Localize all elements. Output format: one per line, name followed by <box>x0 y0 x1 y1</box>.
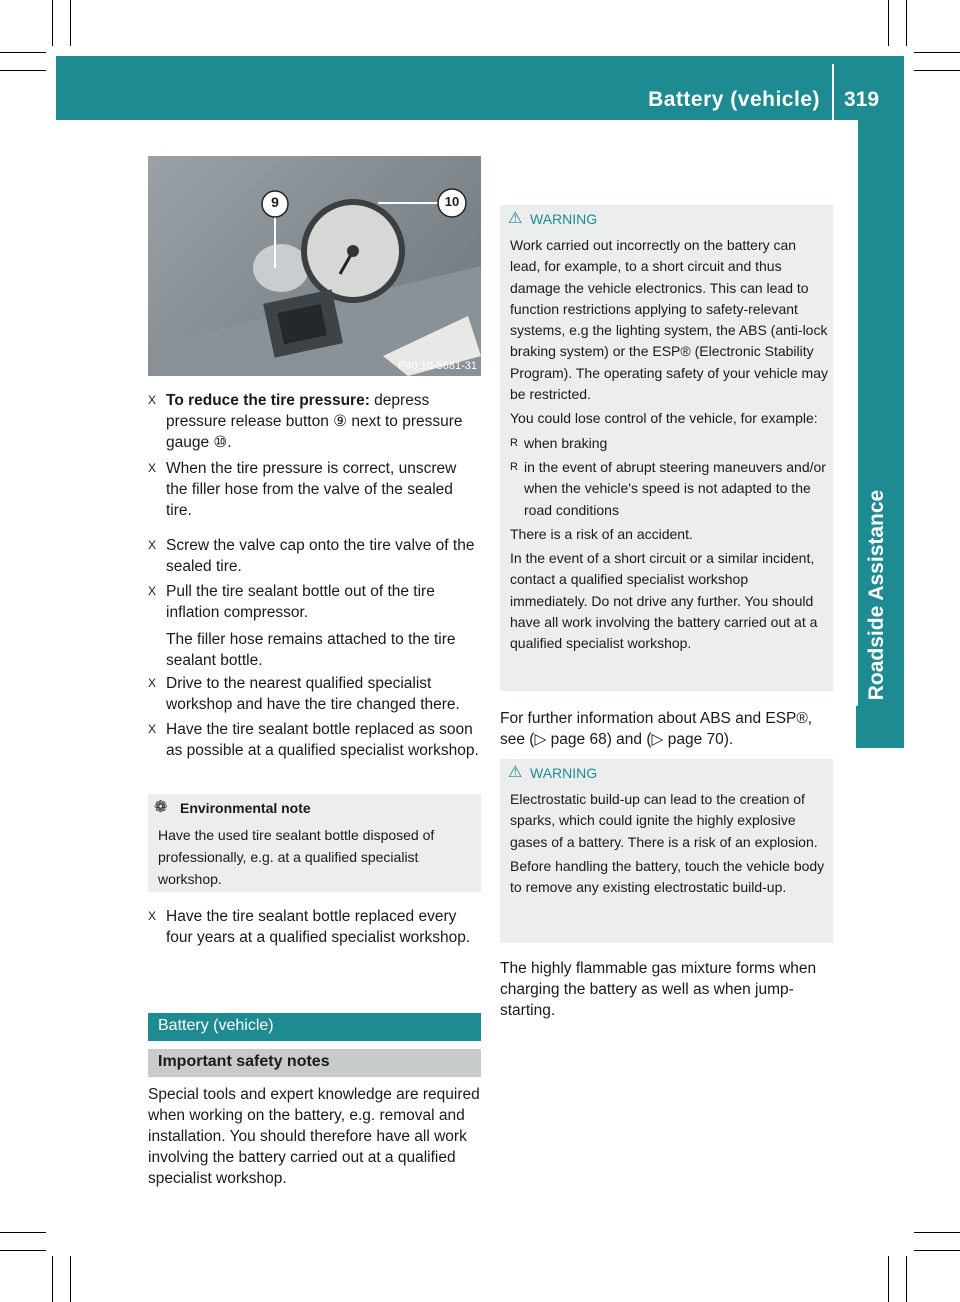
crop-mark <box>0 1250 46 1251</box>
warning-title: WARNING <box>530 765 598 781</box>
environment-icon: ❁ <box>154 799 168 816</box>
step-arrow-icon: X <box>148 909 157 923</box>
step-text: Have the tire sealant bottle replaced every four years at a qualified specialist workshop. <box>166 908 471 946</box>
warning-paragraph: Electrostatic build-up can lead to the creation of sparks, which could ignite the highly explosive gases of a battery. There is a risk of an explosion. <box>510 791 818 850</box>
step-arrow-icon: X <box>148 393 157 407</box>
warning-bullet: R when braking <box>510 433 828 454</box>
step-text: Have the tire sealant bottle replaced as soon as possible at a qualified specialist workshop. <box>166 721 479 759</box>
step-arrow-icon: X <box>148 461 157 475</box>
warning-bullet: R in the event of abrupt steering maneuvers and/or when the vehicle's speed is not adapted to the road conditions <box>510 457 828 521</box>
warning-triangle-icon: ⚠ <box>508 210 523 227</box>
side-label: Roadside Assistance <box>865 489 888 701</box>
crop-mark <box>0 1232 46 1233</box>
header-separator <box>832 64 834 120</box>
warning-paragraph: Before handling the battery, touch the vehicle body to remove any existing electrostatic build-up. <box>510 857 825 896</box>
subsection-heading <box>148 1049 481 1077</box>
callout-9: 9 <box>271 194 279 210</box>
step-arrow-icon: X <box>148 584 157 598</box>
warning-triangle-icon: ⚠ <box>508 764 523 781</box>
crop-mark <box>914 52 960 53</box>
note-body: Have the used tire sealant bottle disposed of professionally, e.g. at a qualified specialist workshop. <box>158 827 435 887</box>
step-arrow-icon: X <box>148 676 157 690</box>
figure-code: P40.10-5681-31 <box>398 360 477 372</box>
crop-mark <box>888 1256 889 1302</box>
warning-paragraph: You could lose control of the vehicle, for example: <box>510 410 818 427</box>
crop-mark <box>70 0 71 46</box>
step-subtext: The filler hose remains attached to the tire sealant bottle. <box>166 631 456 669</box>
step-text: When the tire pressure is correct, unscrew the filler hose from the valve of the sealed tire. <box>166 460 457 519</box>
step-item <box>148 581 482 671</box>
step-item <box>148 673 482 715</box>
step-text: Drive to the nearest qualified specialist workshop and have the tire changed there. <box>166 675 460 713</box>
crop-mark <box>70 1256 71 1302</box>
warning-paragraph: In the event of a short circuit or a similar incident, contact a qualified specialist workshop immediately. Do not drive any further. You should have all work involving the battery carried out at a qualified specialist workshop. <box>510 550 818 652</box>
section-intro: Special tools and expert knowledge are required when working on the battery, e.g. removal and installation. You should therefore have all work involving the battery carried out at a qualified specialist workshop. <box>148 1086 480 1187</box>
step-text: Pull the tire sealant bottle out of the tire inflation compressor. <box>166 583 435 621</box>
side-tab-marker <box>856 706 904 748</box>
crop-mark <box>914 1232 960 1233</box>
tire-gauge-photo <box>148 156 481 376</box>
crop-mark <box>906 0 907 46</box>
step-item <box>148 458 482 521</box>
closing-paragraph: The highly flammable gas mixture forms when charging the battery as well as when jump-starting. <box>500 960 817 1019</box>
crop-mark <box>914 70 960 71</box>
step-arrow-icon: X <box>148 538 157 552</box>
note-title: Environmental note <box>180 800 311 816</box>
subsection-title: Important safety notes <box>158 1053 330 1070</box>
environmental-note <box>148 794 481 892</box>
warning-title: WARNING <box>530 211 598 227</box>
step-arrow-icon: X <box>148 722 157 736</box>
crop-mark <box>0 70 46 71</box>
section-title: Battery (vehicle) <box>158 1017 274 1034</box>
further-info: For further information about ABS and ESP®, see (▷ page 68) and (▷ page 70). <box>500 710 813 748</box>
page-number: 319 <box>844 88 880 111</box>
page-header-title: Battery (vehicle) <box>648 88 820 111</box>
step-item <box>148 390 482 453</box>
crop-mark <box>52 0 53 46</box>
step-item <box>148 535 482 577</box>
step-item <box>148 906 482 948</box>
step-bold-label: To reduce the tire pressure: <box>166 392 370 409</box>
warning-paragraph: There is a risk of an accident. <box>510 525 693 542</box>
warning-box <box>500 205 833 691</box>
crop-mark <box>0 52 46 53</box>
crop-mark <box>52 1256 53 1302</box>
step-item <box>148 719 482 761</box>
step-text: Screw the valve cap onto the tire valve of the sealed tire. <box>166 537 475 575</box>
step-text: depress pressure release button ⑨ next to pressure gauge ⑩. <box>166 392 463 451</box>
crop-mark <box>906 1256 907 1302</box>
crop-mark <box>888 0 889 46</box>
section-heading <box>148 1013 481 1041</box>
crop-mark <box>914 1250 960 1251</box>
warning-box <box>500 759 833 943</box>
callout-10: 10 <box>444 194 460 209</box>
warning-paragraph: Work carried out incorrectly on the battery can lead, for example, to a short circuit and thus damage the vehicle electronics. This can lead to function restrictions applying to safety-relevant systems, e.g the lighting system, the ABS (anti-lock braking system) or the ESP® (Electronic Stability Program). The operating safety of your vehicle may be restricted. <box>510 237 829 403</box>
